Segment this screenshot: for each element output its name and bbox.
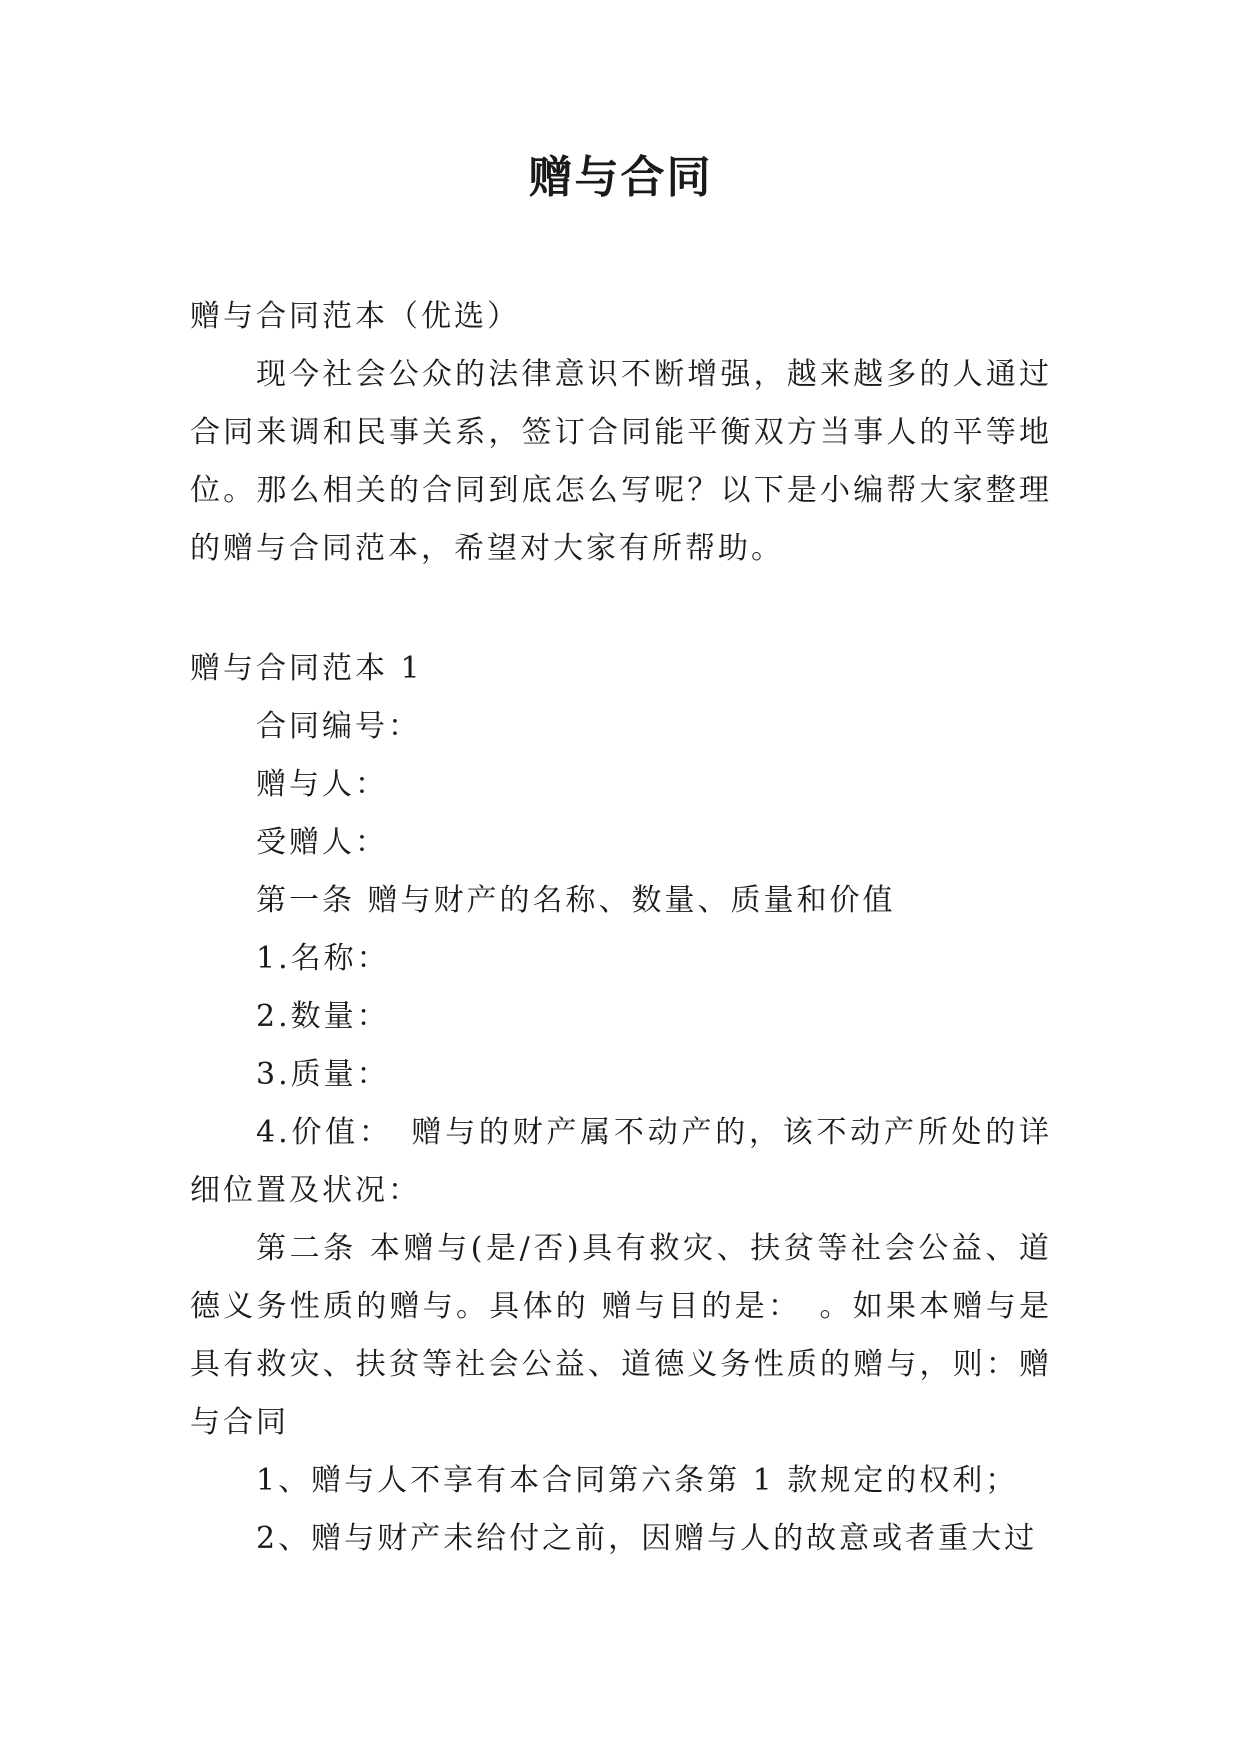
article-two-paragraph: 第二条 本赠与(是/否)具有救灾、扶贫等社会公益、道德义务性质的赠与。具体的 赠与目的是： 。如果本赠与是具有救灾、扶贫等社会公益、道德义务性质的赠与，则：赠与合同 bbox=[190, 1231, 1052, 1440]
donor-line: 赠与人： bbox=[256, 767, 388, 802]
clause-two-line: 2、赠与财产未给付之前，因赠与人的故意或者重大过 bbox=[256, 1521, 1038, 1556]
donee-line: 受赠人： bbox=[256, 825, 388, 860]
property-value-paragraph: 4.价值： 赠与的财产属不动产的，该不动产所处的详细位置及状况： bbox=[190, 1115, 1052, 1208]
intro-heading: 赠与合同范本（优选） bbox=[190, 299, 520, 334]
property-quality-line: 3.质量： bbox=[256, 1057, 390, 1092]
document-title: 赠与合同 bbox=[528, 152, 713, 203]
contract-number-line: 合同编号： bbox=[256, 709, 421, 744]
clause-one-line: 1、赠与人不享有本合同第六条第 1 款规定的权利； bbox=[256, 1463, 1019, 1498]
section-spacer bbox=[190, 578, 1052, 640]
intro-paragraph: 现今社会公众的法律意识不断增强，越来越多的人通过合同来调和民事关系，签订合同能平衡双方当事人的平等地位。那么相关的合同到底怎么写呢？以下是小编帮大家整理的赠与合同范本，希望对大家有所帮助。 bbox=[190, 357, 1052, 566]
document-body bbox=[190, 288, 1052, 1568]
sample-heading: 赠与合同范本 1 bbox=[190, 651, 423, 686]
article-one-heading: 第一条 赠与财产的名称、数量、质量和价值 bbox=[256, 883, 896, 918]
property-name-line: 1.名称： bbox=[256, 941, 390, 976]
property-quantity-line: 2.数量： bbox=[256, 999, 390, 1034]
